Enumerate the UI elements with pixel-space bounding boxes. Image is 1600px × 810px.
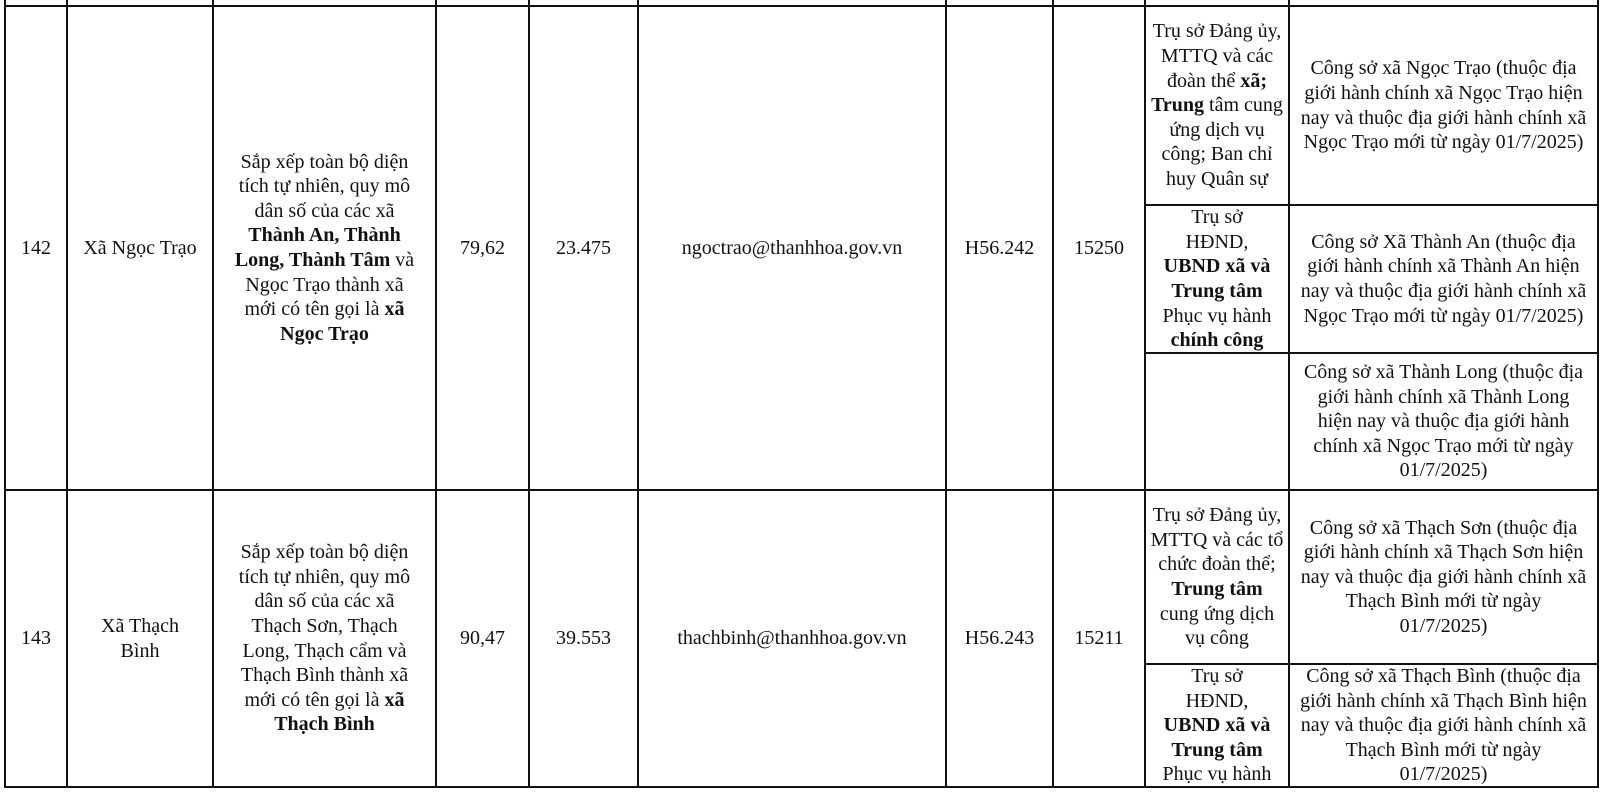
area-value: 79,62 xyxy=(460,236,505,259)
code-value: H56.242 xyxy=(964,236,1035,259)
postcode-value: 15250 xyxy=(1074,236,1124,259)
office-cell: Công sở xã Ngọc Trạo (thuộc địa giới hành chính xã Ngọc Trạo hiện nay và thuộc địa giới hành chính xã Ngọc Trạo mới từ ngày 01/7/2025) xyxy=(1300,57,1587,154)
hq-people-cell: Trụ sở HĐND, UBND xã và Trung tâm Phục vụ hành chính công xyxy=(1162,206,1272,352)
population-value: 39.553 xyxy=(556,627,611,650)
email-value: ngoctrao@thanhhoa.gov.vn xyxy=(681,236,903,259)
population-value: 23.475 xyxy=(556,236,611,259)
hq-party-cell: Trụ sở Đảng ủy, MTTQ và các đoàn thể xã; Trung tâm cung ứng dịch vụ công; Ban chỉ huy Quân sự xyxy=(1151,20,1283,190)
row-number: 142 xyxy=(21,236,51,259)
table-border-right xyxy=(1597,0,1599,788)
hq-party-cell: Trụ sở Đảng ủy, MTTQ và các tổ chức đoàn thể; Trung tâm cung ứng dịch vụ công xyxy=(1150,504,1284,650)
postcode-value: 15211 xyxy=(1074,627,1124,650)
merger-plan: Sắp xếp toàn bộ diện tích tự nhiên, quy mô dân số của các xã Thành An, Thành Long, Thành Tâm và Ngọc Trạo thành xã mới có tên gọi là xã Ngọc Trạo xyxy=(234,150,415,345)
merger-plan: Sắp xếp toàn bộ diện tích tự nhiên, quy mô dân số của các xã Thạch Sơn, Thạch Long, Thạch cẩm và Thạch Bình thành xã mới có tên gọi là xã Thạch Bình xyxy=(238,541,411,736)
code-value: H56.243 xyxy=(964,627,1035,650)
hq-people-cell: Trụ sở HĐND, UBND xã và Trung tâm Phục vụ hành xyxy=(1162,665,1272,786)
commune-name: Xã Ngọc Trạo xyxy=(83,236,197,259)
office-cell: Công sở Xã Thành An (thuộc địa giới hành chính xã Thành An hiện nay và thuộc địa giới hành chính xã Ngọc Trạo mới từ ngày 01/7/2025) xyxy=(1300,230,1587,327)
commune-name: Xã Thạch Bình xyxy=(101,614,179,662)
email-value: thachbinh@thanhhoa.gov.vn xyxy=(677,627,907,650)
office-cell: Công sở xã Thành Long (thuộc địa giới hành chính xã Thành Long hiện nay và thuộc địa giới hành chính xã Ngọc Trạo mới từ ngày 01/7/2025) xyxy=(1303,361,1584,482)
office-cell: Công sở xã Thạch Bình (thuộc địa giới hành chính xã Thạch Bình hiện nay và thuộc địa giới hành chính xã Thạch Bình mới từ ngày 01/7/2025) xyxy=(1300,665,1587,786)
area-value: 90,47 xyxy=(460,627,505,650)
row-number: 143 xyxy=(21,627,51,650)
office-cell: Công sở xã Thạch Sơn (thuộc địa giới hành chính xã Thạch Sơn hiện nay và thuộc địa giới hành chính xã Thạch Bình mới từ ngày 01/7/2025) xyxy=(1300,516,1587,637)
